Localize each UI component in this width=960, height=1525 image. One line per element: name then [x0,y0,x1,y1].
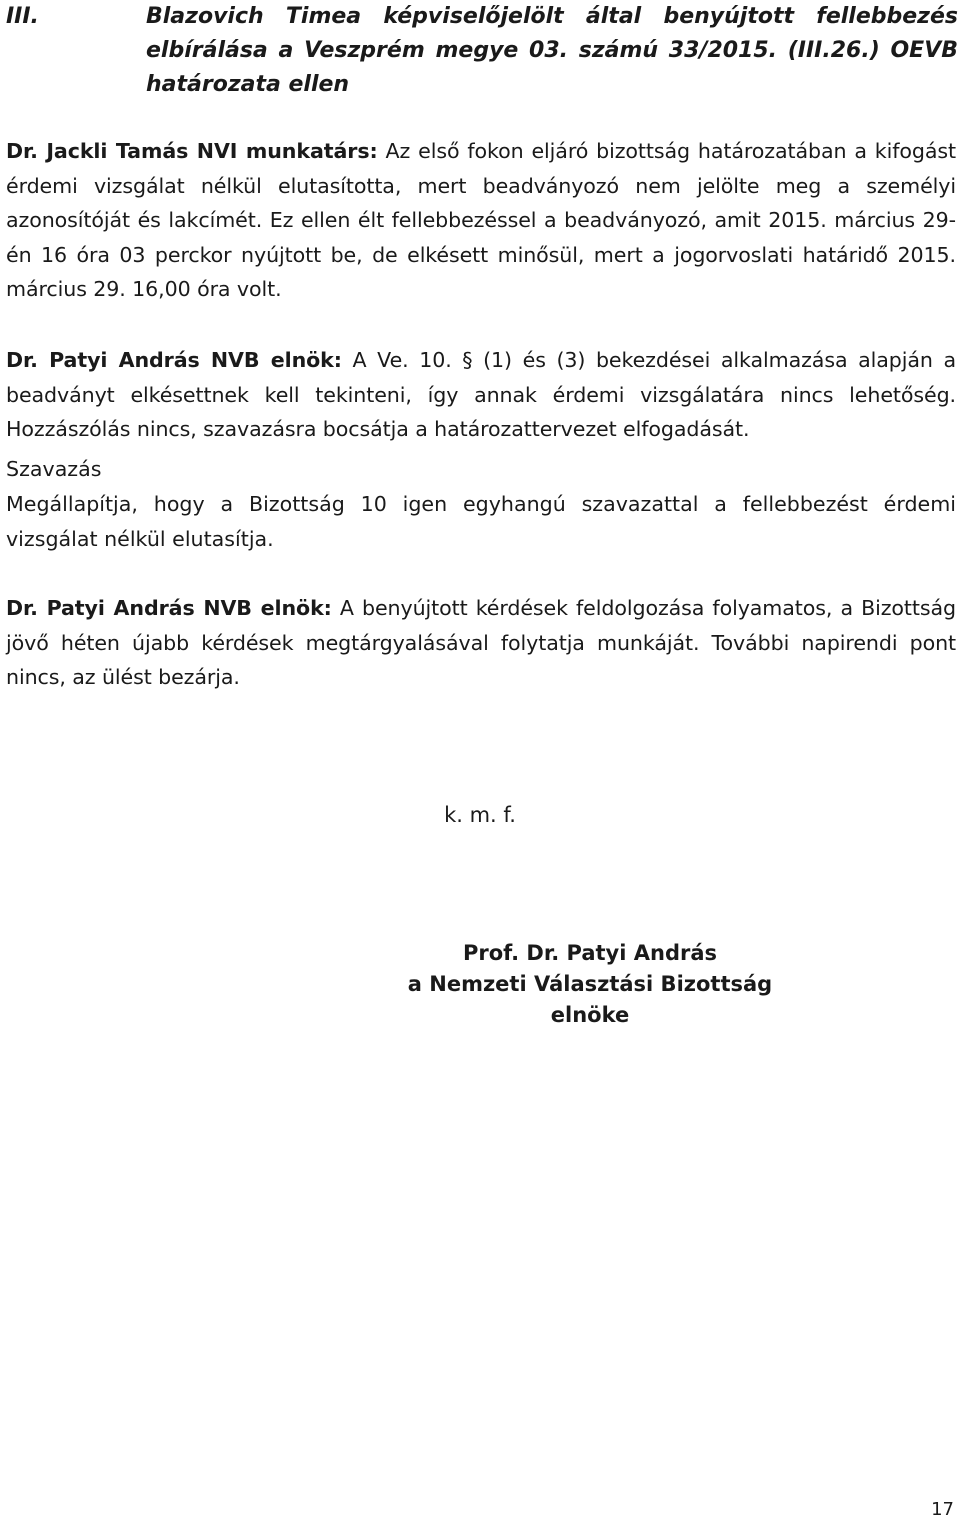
paragraph-patyi-1 [6,343,956,447]
paragraph-text: A benyújtott kérdések feldolgozása folyamatos, a Bizottság jövő héten újabb kérdések megtárgyalásával folytatja munkáját. További napirendi pont nincs, az ülést bezárja. [6,596,956,689]
speaker-name: Dr. Patyi András NVB elnök: [6,596,332,620]
speaker-name: Dr. Jackli Tamás NVI munkatárs: [6,139,378,163]
vote-label: Szavazás [6,457,102,481]
signature-block [380,938,800,1031]
section-heading [6,0,958,102]
section-title: Blazovich Timea képviselőjelölt által benyújtott fellebbezés elbírálása a Veszprém megye 03. számú 33/2015. (III.26.) OEVB határozata ellen [146,4,958,97]
page-number: 17 [931,1499,954,1520]
signature-title-line2: elnöke [550,1003,630,1027]
vote-result: Megállapítja, hogy a Bizottság 10 igen egyhangú szavazattal a fellebbezést érdemi vizsgálat nélkül elutasítja. [6,492,956,551]
paragraph-text: Az első fokon eljáró bizottság határozatában a kifogást érdemi vizsgálat nélkül elutasította, mert beadványozó nem jelölte meg a személyi azonosítóját és lakcímét. Ez ellen élt fellebbezéssel a beadványozó, amit 2015. március 29-én 16 óra 03 perckor nyújtott be, de elkésett minősül, mert a jogorvoslati határidő 2015. március 29. 16,00 óra volt. [6,139,956,301]
section-number: III. [6,4,39,29]
paragraph-jackli [6,134,956,307]
signature-title-line1: a Nemzeti Választási Bizottság [407,972,773,996]
closing-kmf: k. m. f. [444,803,516,827]
signature-name: Prof. Dr. Patyi András [462,941,718,965]
paragraph-text: A Ve. 10. § (1) és (3) bekezdései alkalmazása alapján a beadványt elkésettnek kell tekinteni, így annak érdemi vizsgálatára nincs lehetőség. Hozzászólás nincs, szavazásra bocsátja a határozattervezet elfogadását. [6,348,956,441]
speaker-name: Dr. Patyi András NVB elnök: [6,348,342,372]
paragraph-patyi-2 [6,591,956,695]
